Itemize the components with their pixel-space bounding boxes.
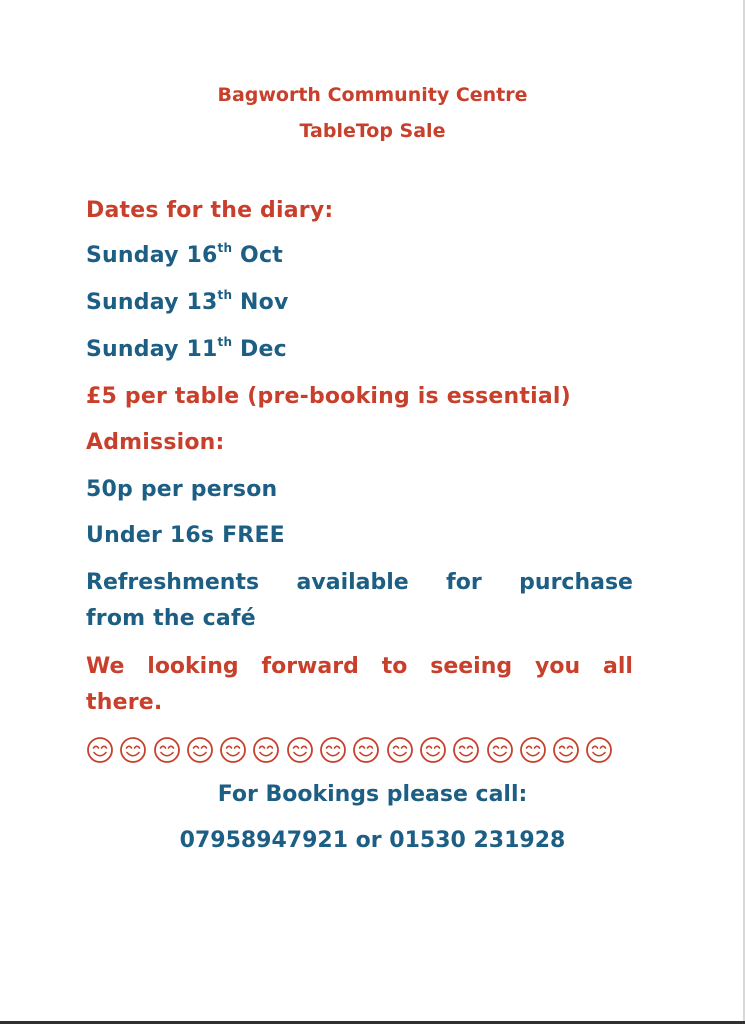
admission-heading: Admission: xyxy=(86,430,225,455)
closing-line-2: there. xyxy=(86,690,163,715)
date-item: Sunday 16th Oct xyxy=(86,240,283,268)
bookings-phones: 07958947921 or 01530 231928 xyxy=(179,828,566,853)
bookings-label: For Bookings please call: xyxy=(217,782,528,807)
smiley-face-icon xyxy=(119,736,147,764)
smiley-face-icon xyxy=(319,736,347,764)
smiley-face-icon xyxy=(486,736,514,764)
smiley-face-icon xyxy=(519,736,547,764)
admission-children: Under 16s FREE xyxy=(86,523,285,548)
refreshments-line-2: from the café xyxy=(86,606,256,631)
smiley-face-icon xyxy=(286,736,314,764)
smiley-face-icon xyxy=(153,736,181,764)
refreshments-line: Refreshments available for purchase xyxy=(86,570,633,595)
closing-line: We looking forward to seeing you all xyxy=(86,654,633,679)
smiley-row xyxy=(86,736,613,764)
dates-heading: Dates for the diary: xyxy=(86,198,334,223)
smiley-face-icon xyxy=(585,736,613,764)
smiley-face-icon xyxy=(219,736,247,764)
smiley-face-icon xyxy=(352,736,380,764)
date-item: Sunday 11th Dec xyxy=(86,334,287,362)
smiley-face-icon xyxy=(186,736,214,764)
poster-subtitle: TableTop Sale xyxy=(299,120,446,142)
date-item: Sunday 13th Nov xyxy=(86,287,289,315)
poster-title: Bagworth Community Centre xyxy=(217,84,528,106)
table-price: £5 per table (pre-booking is essential) xyxy=(86,384,571,409)
smiley-face-icon xyxy=(452,736,480,764)
smiley-face-icon xyxy=(419,736,447,764)
smiley-face-icon xyxy=(252,736,280,764)
smiley-face-icon xyxy=(386,736,414,764)
smiley-face-icon xyxy=(552,736,580,764)
admission-price: 50p per person xyxy=(86,477,278,502)
smiley-face-icon xyxy=(86,736,114,764)
